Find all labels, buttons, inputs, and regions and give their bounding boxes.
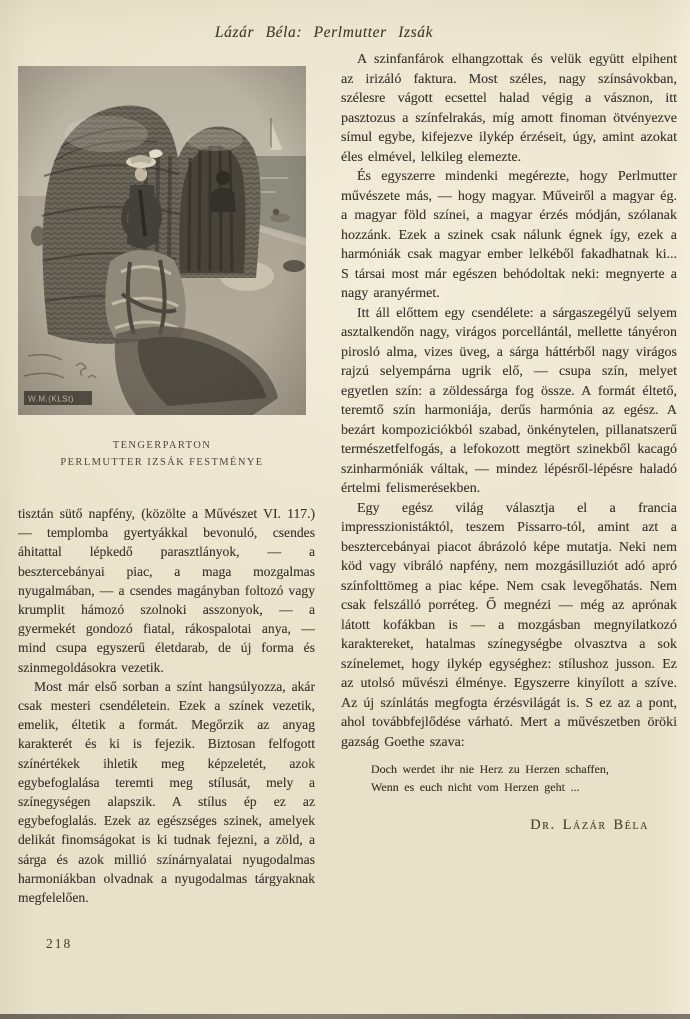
verse-quote [371, 761, 677, 796]
running-header: Lázár Béla: Perlmutter Izsák [214, 24, 434, 41]
paragraph: Egy egész világ választja el a francia impresszionistáktól, teszem Pissarro-tól, amint azt a besztercebányai piacot ábrázoló képe mutatja. Neki nem köd vagy vibráló napfény, nem mozgásilluziót adó apró színfolttömeg a piac képe. Nem csak levegőhatás. Nem csak felszálló porréteg. Ő megnézi — még az aprónak látott kofákban is — a mozgásban megnyilatkozó karaktereket, hatalmas színegységbe olvasztva a sok színelemet, hogy ilykép egységhez: stílushoz jusson. Ez az utolsó művészi élménye. Egyszerre kinyílott a szíve. Az új színlátás megfogta érzésvilágát is. S ez az a pont, ahol továbbfejlődése várható. Mert a művészetben öröki gazság Goethe szava: [341, 500, 677, 750]
paragraph: tisztán sütő napfény, (közölte a Művészet VI. 117.) — templomba gyertyákkal bevonuló, csendes áhitattal lépkedő parasztlányok, — a besztercebányai piac, a maga mozgalmas nyugalmában, — a csendes magányban foltozó vagy krumplit hámozó szolnoki asszonyok, — a gyermekét gondozó fiatal, rákospalotai anya, — mind csupa egyszerű életdarab, de új forma és szinmegoldásokra vezetik. [18, 506, 315, 675]
verse-line: Doch werdet ihr nie Herz zu Herzen schaffen, [371, 762, 609, 776]
painting-figure [18, 66, 306, 415]
right-column [341, 50, 677, 836]
verse-line: Wenn es euch nicht vom Herzen geht ... [371, 779, 580, 794]
figure-caption-title: TENGERPARTON [112, 440, 212, 451]
paragraph: És egyszerre mindenki megérezte, hogy Perlmutter művészete más, — hogy magyar. Műveiről a magyar ég. a magyar föld színei, a magyar érzés módján, szólanak hozzánk. Ezek a szinek csak nálunk égnek így, ezek a harmóniák csak magyar ember lelkéből fakadhatnak ki... S társai most már egészen behódoltak neki: megnyerte a nagy aranyérmet. [341, 169, 677, 301]
page-number: 218 [46, 936, 73, 951]
figure-caption [18, 437, 306, 471]
figure-caption-artist: PERLMUTTER IZSÁK FESTMÉNYE [60, 457, 264, 468]
left-column [18, 504, 315, 907]
scan-edge [0, 1014, 690, 1019]
paragraph: A szinfanfárok elhangzottak és velük együtt elpihent az irizáló faktura. Most széles, nagy színsávokban, szélesre vágott ecsettel halad végig a vásznon, itt pasztozus a színfelrakás, míg amott finoman ötvényezve símul egybe, kifejezve ilykép érzéseit, úgy, amint azokat éles elmével, lelkileg elemezte. [341, 52, 677, 165]
paragraph: Most már első sorban a színt hangsúlyozza, akár csak mesteri csendéletein. Ezek a színek vezetik, emelik, éltetik a formát. Megőrzik az anyag karakterét és ki is fejezik. Biztosan felfogott színértékek ihletik meg képzeletét, azok egybefoglalása teremti meg stílusát, mely a színegységen alapszik. A stílus ép ez az egybefoglalás. Ezek az egészséges szinek, amelyek delikát finomságokat is ki tudnak fejezni, a zöld, a sárga és azok millió színárnyalatai nyugodalmas harmoniákban olvadnak a nyugodalmas tárgyaknak megfelelően. [18, 678, 315, 906]
photo-vignette [18, 66, 306, 415]
author-signature: Dr. Lázár Béla [530, 817, 649, 833]
painting-image [18, 66, 306, 415]
paragraph: Itt áll előttem egy csendélete: a sárgaszegélyű selyem asztalkendőn nagy, virágos porcellántál, mellette tányéron pirosló alma, vizes üveg, a sárga háttérből nagy virágos rajzú selyempárna ugrik elő, — csupa szín, melyet egyetlen szín: a zöldessárga fog össze. A formát éltető, teremtő szín harmoniája, derűs harmónia az egész. A bezárt kompoziciókból szabad, önkénytelen, pillanatszerű természetfelfogás, a lefokozott megtört szinekből kacagó szinharmóniák váltak, — mindez lépésről-lépésre haladó értelmi felismerésekben. [341, 305, 677, 496]
